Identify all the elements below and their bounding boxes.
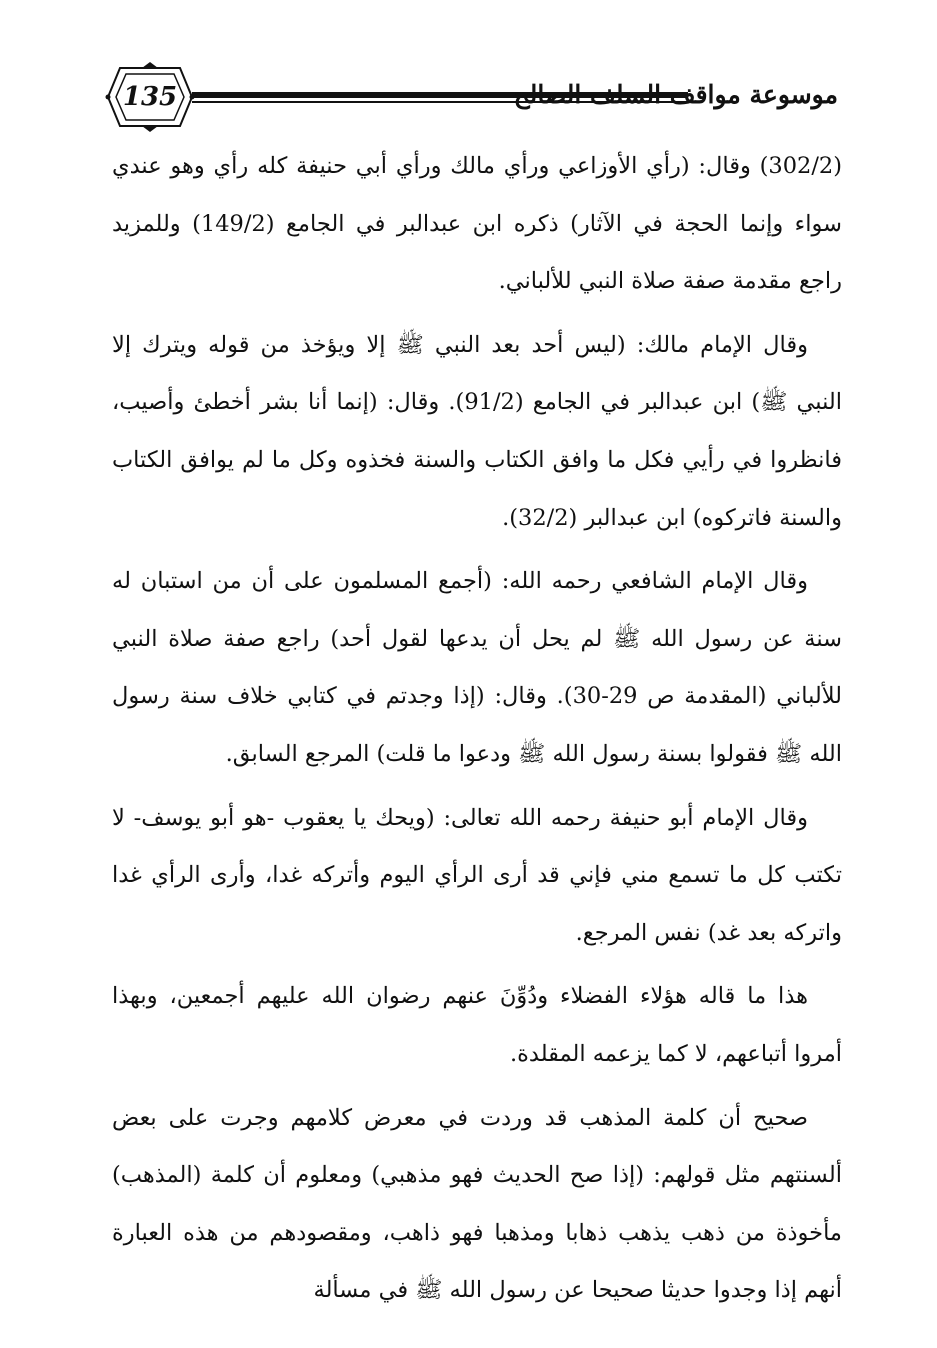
paragraph: هذا ما قاله هؤلاء الفضلاء ودُوِّنَ عنهم رضوان الله عليهم أجمعين، وبهذا أمروا أتباعهم، لا كما يزعمه المقلدة. [112,983,842,1067]
page-header [104,62,838,132]
paragraph: وقال الإمام أبو حنيفة رحمه الله تعالى: (ويحك يا يعقوب -هو أبو يوسف- لا تكتب كل ما تسمع مني فإني قد أرى الرأي اليوم وأتركه غدا، وأرى الرأي غدا واتركه بعد غد) نفس المرجع. [112,804,842,946]
running-title: موسوعة مواقف السلف الصالح [513,80,838,109]
page-number-badge [104,62,196,132]
paragraph: وقال الإمام الشافعي رحمه الله: (أجمع المسلمون على أن من استبان له سنة عن رسول الله ﷺ لم يحل أن يدعها لقول أحد) راجع صفة صلاة النبي للألباني (المقدمة ص 29-30). وقال: (إذا وجدتم في كتابي خلاف سنة رسول الله ﷺ فقولوا بسنة رسول الله ﷺ ودعوا ما قلت) المرجع السابق. [112,568,843,767]
paragraph: صحيح أن كلمة المذهب قد وردت في معرض كلامهم وجرت على بعض ألسنتهم مثل قولهم: (إذا صح الحديث فهو مذهبي) ومعلوم أن كلمة (المذهب) مأخوذة من ذهب يذهب ذهابا ومذهبا فهو ذاهب، ومقصودهم من هذه العبارة أنهم إذا وجدوا حديثا صحيحا عن رسول الله ﷺ في مسألة [112,1104,842,1304]
paragraph: وقال الإمام مالك: (ليس أحد بعد النبي ﷺ إلا ويؤخذ من قوله ويترك إلا النبي ﷺ) ابن عبدالبر في الجامع (91/2). وقال: (إنما أنا بشر أخطئ وأصيب، فانظروا في رأيي فكل ما وافق الكتاب والسنة فخذوه وكل ما لم يوافق الكتاب والسنة فاتركوه) ابن عبدالبر (32/2). [112,331,842,531]
page-number: 135 [122,82,178,112]
page-body [112,138,842,1320]
paragraph: (302/2) وقال: (رأي الأوزاعي ورأي مالك ورأي أبي حنيفة كله رأي وهو عندي سواء وإنما الحجة في الآثار) ذكره ابن عبدالبر في الجامع (149/2) وللمزيد راجع مقدمة صفة صلاة النبي للألباني. [112,153,842,295]
